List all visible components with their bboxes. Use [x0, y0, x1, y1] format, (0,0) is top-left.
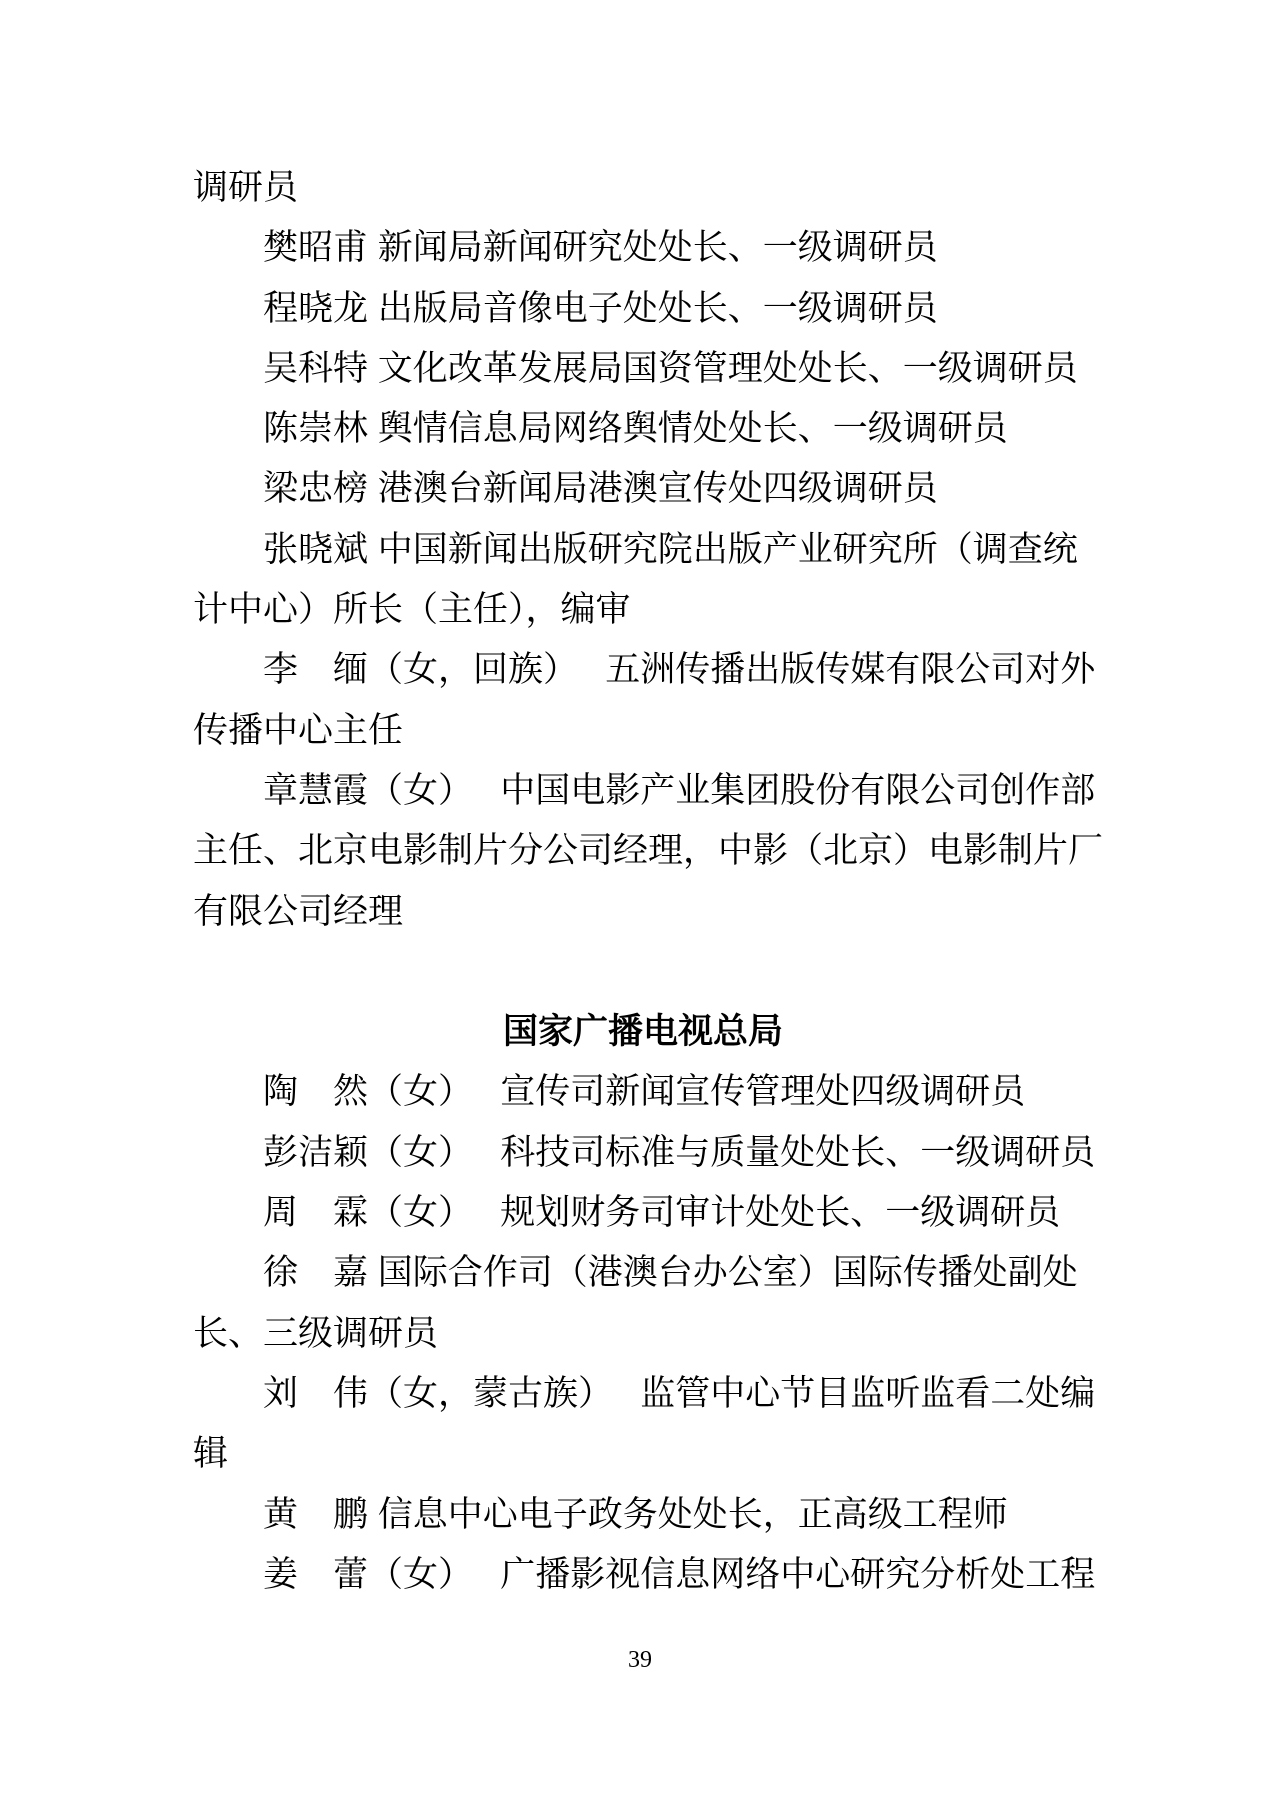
text-line: 吴科特 文化改革发展局国资管理处处长、一级调研员: [263, 348, 1078, 388]
text-line: 梁忠榜 港澳台新闻局港澳宣传处四级调研员: [263, 469, 938, 509]
text-line: 李 缅（女，回族） 五洲传播出版传媒有限公司对外: [263, 650, 1096, 690]
text-line: 樊昭甫 新闻局新闻研究处处长、一级调研员: [263, 228, 938, 268]
text-line: 传播中心主任: [193, 710, 404, 750]
text-line: 程晓龙 出版局音像电子处处长、一级调研员: [263, 288, 938, 328]
text-line: 辑: [193, 1434, 229, 1474]
text-line: 陈崇林 舆情信息局网络舆情处处长、一级调研员: [263, 409, 1008, 449]
text-line: 彭洁颖（女） 科技司标准与质量处处长、一级调研员: [263, 1132, 1096, 1172]
text-line: 姜 蕾（女） 广播影视信息网络中心研究分析处工程: [263, 1554, 1096, 1594]
text-line: 徐 嘉 国际合作司（港澳台办公室）国际传播处副处: [263, 1253, 1078, 1293]
text-line: 调研员: [193, 168, 299, 207]
text-line: 刘 伟（女，蒙古族） 监管中心节目监听监看二处编: [263, 1373, 1096, 1413]
text-line: 有限公司经理: [193, 891, 404, 931]
text-line: 长、三级调研员: [193, 1313, 439, 1353]
text-line: 张晓斌 中国新闻出版研究院出版产业研究所（调查统: [263, 529, 1078, 569]
page-number: 39: [628, 1647, 652, 1673]
blank-line: [193, 942, 1093, 1002]
text-line: 黄 鹏 信息中心电子政务处处长，正高级工程师: [263, 1494, 1008, 1534]
text-line: 周 霖（女） 规划财务司审计处处长、一级调研员: [263, 1193, 1061, 1233]
text-line: 主任、北京电影制片分公司经理，中影（北京）电影制片厂: [193, 831, 1104, 871]
text-line: 计中心）所长（主任），编审: [193, 590, 631, 630]
document-body: [193, 158, 1104, 1605]
section-heading: 国家广播电视总局: [502, 1012, 783, 1052]
text-line: 陶 然（女） 宣传司新闻宣传管理处四级调研员: [263, 1072, 1026, 1112]
text-line: 章慧霞（女） 中国电影产业集团股份有限公司创作部: [263, 770, 1096, 810]
